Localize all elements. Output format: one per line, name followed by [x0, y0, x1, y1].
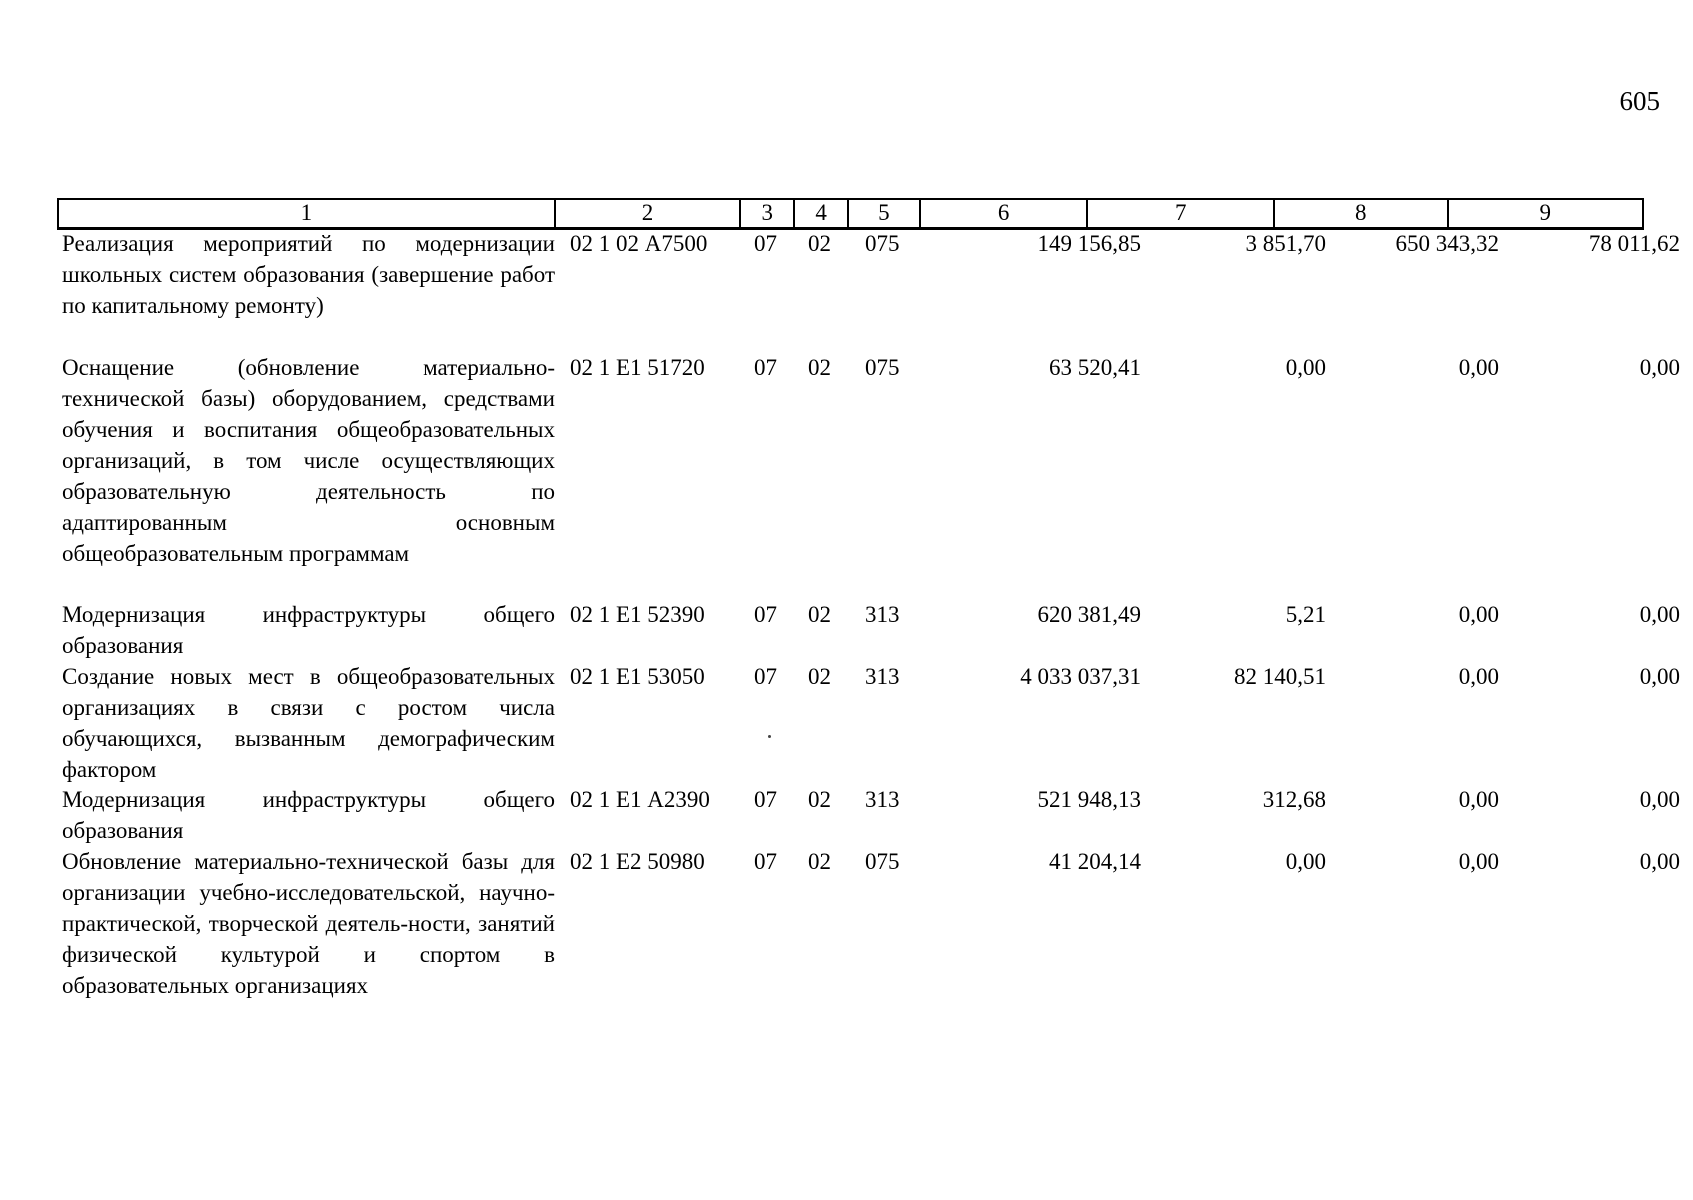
header-col-3: 3: [741, 200, 795, 227]
row-code: 02 1 Е1 51720: [570, 355, 705, 380]
header-col-6: 6: [921, 200, 1089, 227]
row-col-5: 313: [865, 787, 900, 812]
row-col-7: 312,68: [1262, 787, 1326, 812]
row-code: 02 1 Е2 50980: [570, 849, 705, 874]
header-col-7: 7: [1088, 200, 1275, 227]
row-code: 02 1 02 А7500: [570, 231, 708, 256]
row-col-5: 075: [865, 231, 900, 256]
row-col-9: 0,00: [1639, 602, 1680, 627]
row-col-8: 0,00: [1458, 849, 1499, 874]
header-col-8: 8: [1275, 200, 1449, 227]
row-description: Реализация мероприятий по модернизации школьных систем образования (завершение работ по капитальному ремонту): [62, 231, 555, 318]
row-code: 02 1 Е1 А2390: [570, 787, 710, 812]
row-col-9: 78 011,62: [1588, 231, 1680, 256]
row-description: Обновление материально-технической базы для организации учебно-исследовательской, научно-практической, творческой деятель-ности, занятий физической культурой и спортом в образовательных организациях: [62, 849, 555, 998]
header-col-4: 4: [795, 200, 849, 227]
row-col-3: 07: [754, 602, 777, 627]
row-col-6: 4 033 037,31: [1020, 664, 1141, 689]
row-col-9: 0,00: [1639, 664, 1680, 689]
row-col-7: 0,00: [1285, 849, 1326, 874]
row-col-3: 07: [754, 849, 777, 874]
row-col-5: 075: [865, 355, 900, 380]
row-col-6: 620 381,49: [1037, 602, 1141, 627]
row-col-4: 02: [808, 231, 831, 256]
row-col-4: 02: [808, 787, 831, 812]
row-col-7: 82 140,51: [1234, 664, 1326, 689]
row-col-5: 313: [865, 602, 900, 627]
row-col-4: 02: [808, 355, 831, 380]
row-description: Создание новых мест в общеобразовательных организациях в связи с ростом числа обучающихся, вызванным демографическим фактором: [62, 664, 555, 782]
header-col-9: 9: [1539, 200, 1552, 225]
row-col-6: 41 204,14: [1049, 849, 1141, 874]
row-col-7: 3 851,70: [1245, 231, 1326, 256]
row-col-8: 0,00: [1458, 355, 1499, 380]
row-code: 02 1 Е1 52390: [570, 602, 705, 627]
row-description: Модернизация инфраструктуры общего образования: [62, 787, 555, 843]
row-col-8: 0,00: [1458, 787, 1499, 812]
row-col-6: 521 948,13: [1037, 787, 1141, 812]
row-col-9: 0,00: [1639, 787, 1680, 812]
row-col-3: 07: [754, 664, 777, 689]
table-header: [57, 198, 1644, 230]
row-col-4: 02: [808, 849, 831, 874]
row-col-4: 02: [808, 602, 831, 627]
row-col-5: 313: [865, 664, 900, 689]
row-code: 02 1 Е1 53050: [570, 664, 705, 689]
header-col-5: 5: [849, 200, 921, 227]
row-col-7: 0,00: [1285, 355, 1326, 380]
row-col-6: 63 520,41: [1049, 355, 1141, 380]
row-col-8: 0,00: [1458, 664, 1499, 689]
row-col-9: 0,00: [1639, 849, 1680, 874]
page-number: 605: [1619, 86, 1660, 116]
row-col-9: 0,00: [1639, 355, 1680, 380]
row-description: Оснащение (обновление материально-технической базы) оборудованием, средствами обучения и воспитания общеобразовательных организаций, в том числе осуществляющих образовательную деятельность по адаптированным основным общеобразовательным программам: [62, 355, 555, 566]
row-col-3: 07: [754, 355, 777, 380]
row-col-3: 07: [754, 787, 777, 812]
row-col-7: 5,21: [1285, 602, 1326, 627]
row-description: Модернизация инфраструктуры общего образования: [62, 602, 555, 658]
row-col-8: 650 343,32: [1395, 231, 1499, 256]
row-col-6: 149 156,85: [1037, 231, 1141, 256]
row-col-5: 075: [865, 849, 900, 874]
header-col-2: 2: [556, 200, 742, 227]
row-col-4: 02: [808, 664, 831, 689]
row-col-8: 0,00: [1458, 602, 1499, 627]
row-col-3: 07: [754, 231, 777, 256]
scan-speck: [768, 735, 771, 738]
header-col-1: 1: [59, 200, 556, 227]
